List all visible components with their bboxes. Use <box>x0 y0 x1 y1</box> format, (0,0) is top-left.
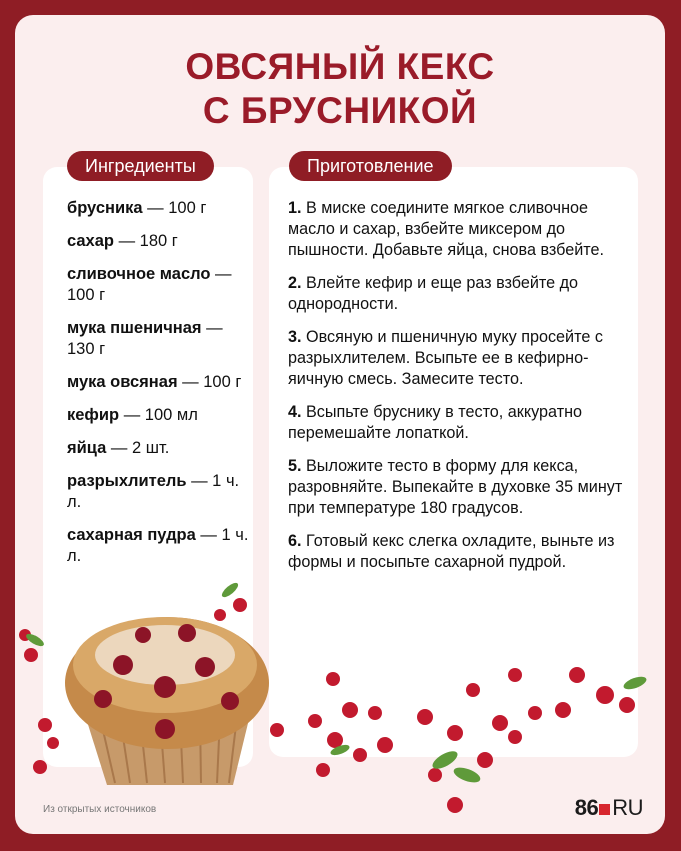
logo-square-icon <box>599 804 610 815</box>
step-text: Влейте кефир и еще раз взбейте до однородности. <box>288 274 579 313</box>
ingredient-name: кефир <box>67 406 120 424</box>
ingredient-name: брусника <box>67 199 143 217</box>
ingredient-name: яйца <box>67 439 107 457</box>
ingredients-list <box>67 198 252 579</box>
step-number: 4. <box>288 403 302 421</box>
ingredient-item <box>67 405 252 426</box>
ingredient-item <box>67 372 252 393</box>
ingredient-amount: — 1 ч. л. <box>67 472 240 511</box>
ingredient-item <box>67 264 252 306</box>
ingredient-amount: — 100 г <box>67 265 232 304</box>
logo-number: 86 <box>574 795 599 820</box>
step-number: 2. <box>288 274 302 292</box>
step-text: Всыпьте бруснику в тесто, аккуратно перемешайте лопаткой. <box>288 403 583 442</box>
ingredient-name: сахарная пудра <box>67 526 196 544</box>
step-text: Выложите тесто в форму для кекса, разровняйте. Выпекайте в духовке 35 минут при температуре 180 градусов. <box>288 457 623 517</box>
ingredient-name: сливочное масло <box>67 265 211 283</box>
ingredient-name: разрыхлитель <box>67 472 187 490</box>
step-number: 3. <box>288 328 302 346</box>
step-item <box>288 456 628 519</box>
ingredient-name: мука овсяная <box>67 373 178 391</box>
site-logo[interactable] <box>575 795 643 821</box>
ingredient-amount: — 100 мл <box>119 406 198 424</box>
ingredient-amount: — 100 г <box>142 199 207 217</box>
step-text: Овсяную и пшеничную муку просейте с разрыхлителем. Всыпьте ее в кефирно-яичную смесь. Замесите тесто. <box>288 328 603 388</box>
ingredient-amount: — 180 г <box>114 232 178 250</box>
step-item <box>288 198 628 261</box>
source-note: Из открытых источников <box>43 804 157 815</box>
step-number: 6. <box>288 532 302 550</box>
preparation-steps <box>288 198 628 585</box>
ingredient-amount: — 1 ч. л. <box>67 526 249 565</box>
step-item <box>288 327 628 390</box>
ingredient-item <box>67 231 252 252</box>
ingredients-header: Ингредиенты <box>67 151 214 181</box>
recipe-card <box>15 15 665 834</box>
ingredient-name: сахар <box>67 232 114 250</box>
logo-domain: RU <box>612 795 643 820</box>
ingredient-item <box>67 525 252 567</box>
ingredient-item <box>67 438 252 459</box>
step-item <box>288 273 628 315</box>
step-number: 5. <box>288 457 302 475</box>
ingredient-amount: — 2 шт. <box>106 439 170 457</box>
ingredient-item <box>67 198 252 219</box>
title-line-2: С БРУСНИКОЙ <box>202 90 478 131</box>
ingredient-amount: — 130 г <box>67 319 223 358</box>
step-text: В миске соедините мягкое сливочное масло и сахар, взбейте миксером до пышности. Добавьте яйца, снова взбейте. <box>288 199 604 259</box>
step-item <box>288 531 628 573</box>
step-item <box>288 402 628 444</box>
ingredient-item <box>67 318 252 360</box>
step-number: 1. <box>288 199 302 217</box>
ingredient-name: мука пшеничная <box>67 319 202 337</box>
step-text: Готовый кекс слегка охладите, выньте из формы и посыпьте сахарной пудрой. <box>288 532 615 571</box>
title-line-1: ОВСЯНЫЙ КЕКС <box>185 46 495 87</box>
ingredient-item <box>67 471 252 513</box>
preparation-header: Приготовление <box>289 151 452 181</box>
ingredient-amount: — 100 г <box>177 373 242 391</box>
